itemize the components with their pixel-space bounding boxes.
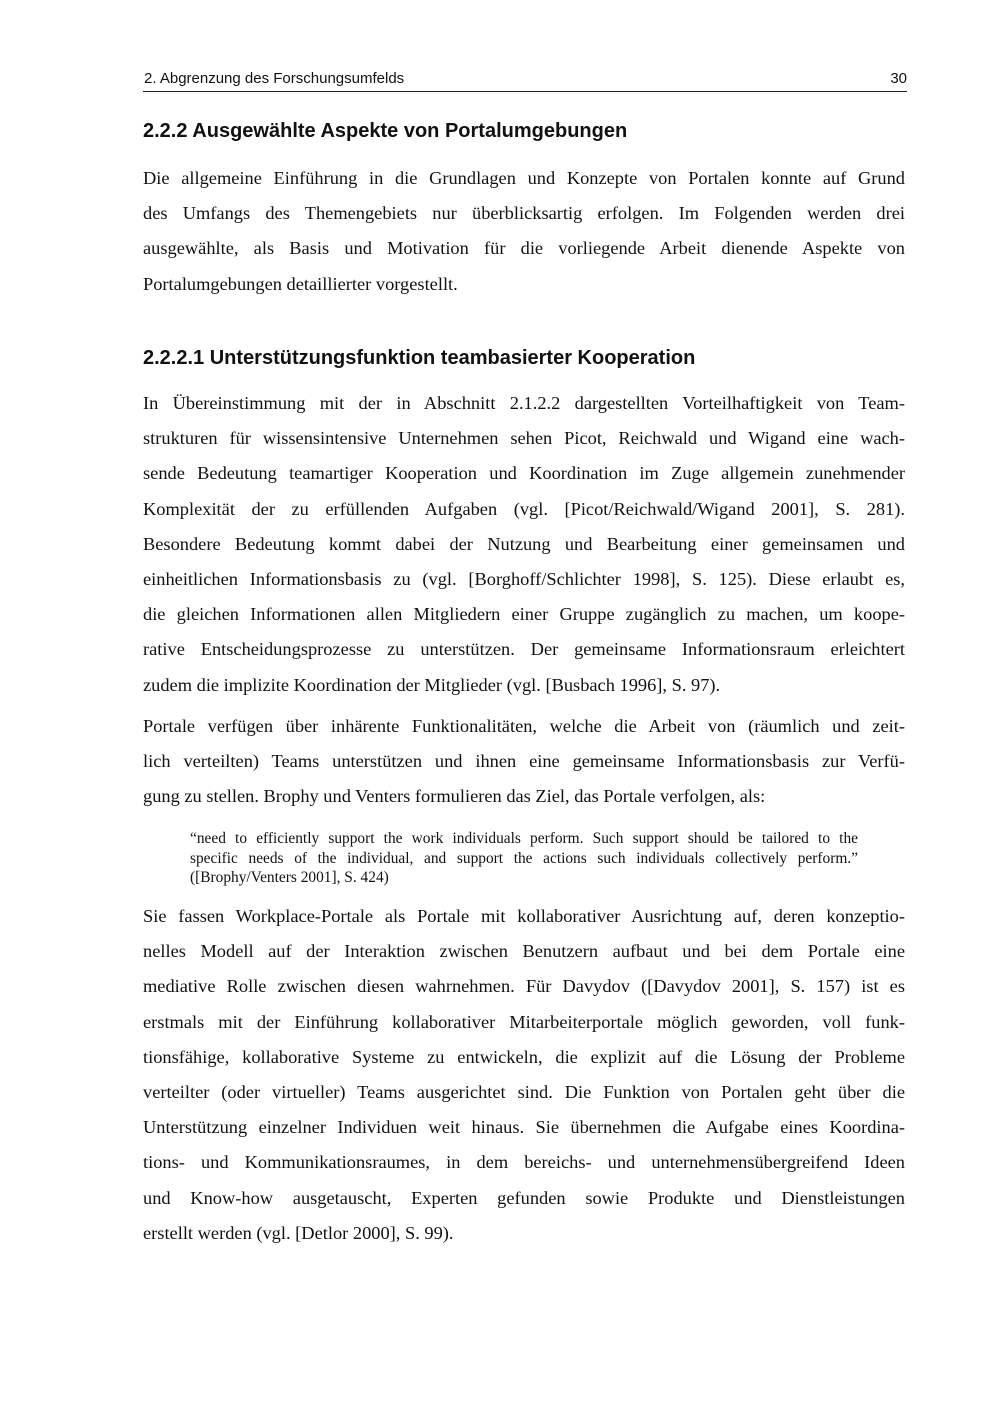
text-line: des Umfangs des Themengebiets nur überblicksartig erfolgen. Im Folgenden werden drei <box>143 203 905 224</box>
text-line: lich verteilten) Teams unterstützen und ihnen eine gemeinsame Informationsbasis zur Verfü- <box>143 751 905 772</box>
paragraph-1 <box>143 386 905 703</box>
text-line: mediative Rolle zwischen diesen wahrnehmen. Für Davydov ([Davydov 2001], S. 157) ist es <box>143 976 905 997</box>
text-line: Die allgemeine Einführung in die Grundlagen und Konzepte von Portalen konnte auf Grund <box>143 168 905 188</box>
page-number: 30 <box>890 70 907 87</box>
text-line: Komplexität der zu erfüllenden Aufgaben (vgl. [Picot/Reichwald/Wigand 2001], S. 281). <box>143 498 905 519</box>
intro-paragraph <box>143 161 905 302</box>
text-line: Besondere Bedeutung kommt dabei der Nutzung und Bearbeitung einer gemeinsamen und <box>143 533 905 554</box>
text-line: rative Entscheidungsprozesse zu unterstützen. Der gemeinsame Informationsraum erleichtert <box>143 639 905 660</box>
text-line: gung zu stellen. Brophy und Venters formulieren das Ziel, das Portale verfolgen, als: <box>143 786 766 807</box>
text-line: nelles Modell auf der Interaktion zwischen Benutzern aufbaut und bei dem Portale eine <box>143 941 905 962</box>
paragraph-3 <box>143 899 905 1251</box>
quote-line: specific needs of the individual, and support the actions such individuals collectively perform.” <box>190 849 858 867</box>
subsection-heading: 2.2.2.1 Unterstützungsfunktion teambasierter Kooperation <box>143 347 696 369</box>
quote-citation: ([Brophy/Venters 2001], S. 424) <box>190 869 389 886</box>
paragraph-2 <box>143 709 905 815</box>
text-line: strukturen für wissensintensive Unternehmen sehen Picot, Reichwald und Wigand eine wach- <box>143 428 905 449</box>
page-header <box>143 68 907 92</box>
text-line: Portale verfügen über inhärente Funktionalitäten, welche die Arbeit von (räumlich und zeit- <box>143 716 905 736</box>
text-line: erstmals mit der Einführung kollaborativer Mitarbeiterportale möglich geworden, voll funk- <box>143 1011 905 1032</box>
section-heading: 2.2.2 Ausgewählte Aspekte von Portalumgebungen <box>143 120 628 142</box>
text-line: Sie fassen Workplace-Portale als Portale mit kollaborativer Ausrichtung auf, deren konzeptio- <box>143 906 905 926</box>
text-line: und Know-how ausgetauscht, Experten gefunden sowie Produkte und Dienstleistungen <box>143 1187 905 1208</box>
text-line: In Übereinstimmung mit der in Abschnitt 2.1.2.2 dargestellten Vorteilhaftigkeit von Team- <box>143 393 905 413</box>
text-line: verteilter (oder virtueller) Teams ausgerichtet sind. Die Funktion von Portalen geht über die <box>143 1081 905 1102</box>
text-line: erstellt werden (vgl. [Detlor 2000], S. 99). <box>143 1222 454 1243</box>
text-line: tions- und Kommunikationsraumes, in dem bereichs- und unternehmensübergreifend Ideen <box>143 1152 905 1173</box>
text-line: sende Bedeutung teamartiger Kooperation und Koordination im Zuge allgemein zunehmender <box>143 463 905 484</box>
quote-line: “need to efficiently support the work individuals perform. Such support should be tailored to the <box>190 830 858 847</box>
text-line: zudem die implizite Koordination der Mitglieder (vgl. [Busbach 1996], S. 97). <box>143 674 721 695</box>
text-line: Unterstützung einzelner Individuen weit hinaus. Sie übernehmen die Aufgabe eines Koordina- <box>143 1117 905 1138</box>
text-line: tionsfähige, kollaborative Systeme zu entwickeln, die explizit auf die Lösung der Probleme <box>143 1046 905 1067</box>
text-line: Portalumgebungen detaillierter vorgestellt. <box>143 273 458 294</box>
text-line: einheitlichen Informationsbasis zu (vgl. [Borghoff/Schlichter 1998], S. 125). Diese erlaubt es, <box>143 568 905 589</box>
text-line: die gleichen Informationen allen Mitgliedern einer Gruppe zugänglich zu machen, um koope- <box>143 604 905 625</box>
text-line: ausgewählte, als Basis und Motivation für die vorliegende Arbeit dienende Aspekte von <box>143 238 905 259</box>
running-header-title: 2. Abgrenzung des Forschungsumfelds <box>144 70 405 87</box>
block-quote <box>190 829 858 888</box>
